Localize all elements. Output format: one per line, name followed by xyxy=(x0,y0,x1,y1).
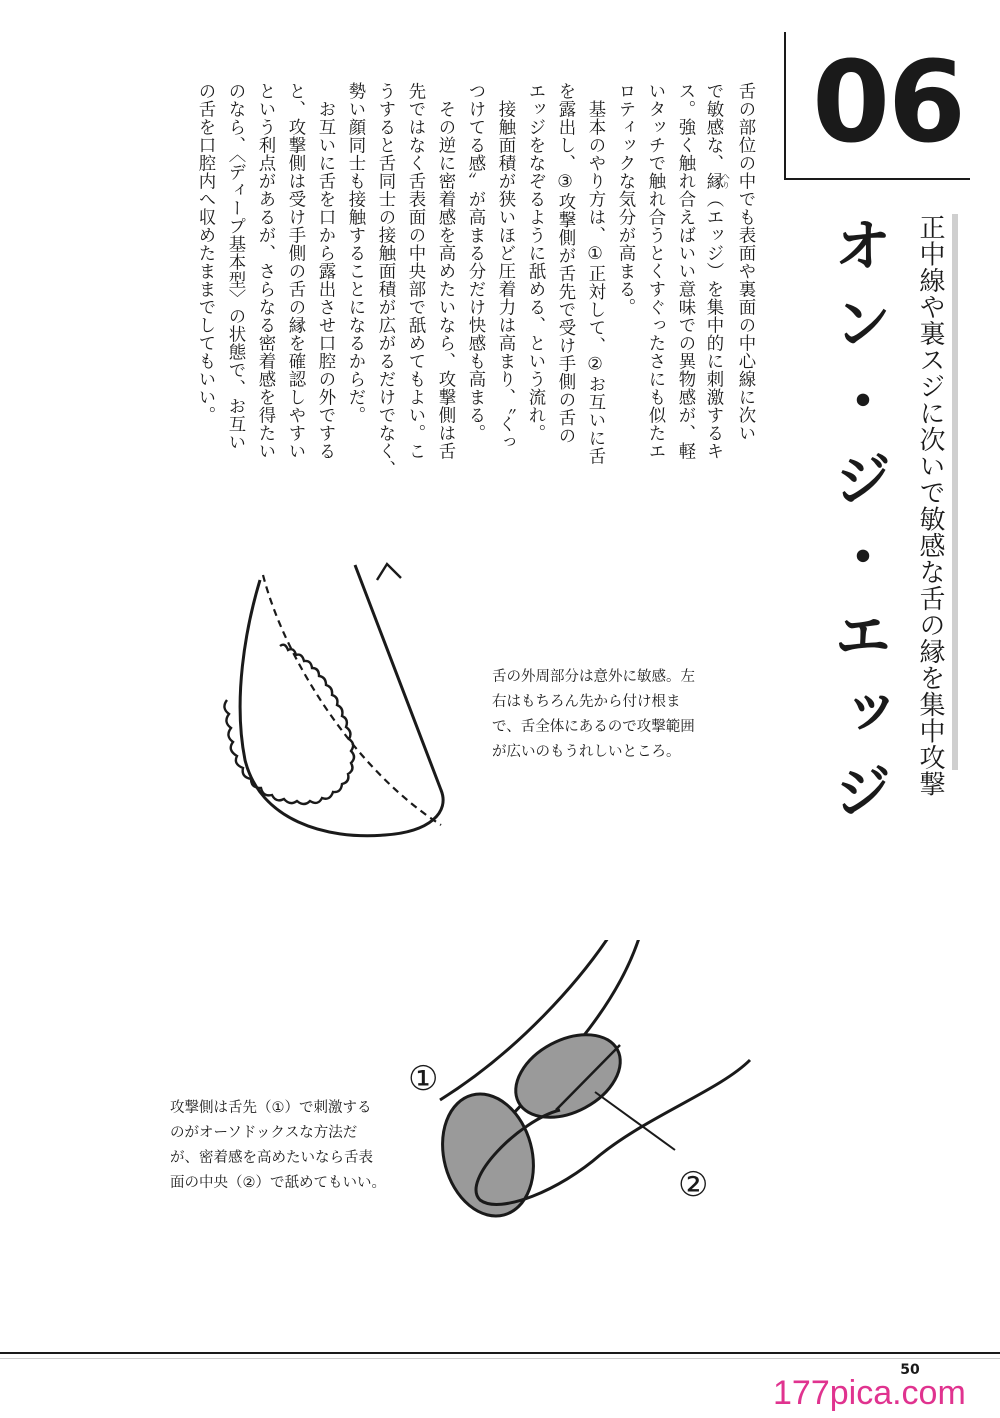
arrow-head xyxy=(377,564,401,580)
caption-kiss-positions xyxy=(170,1096,400,1196)
body-column: お互いに舌を口から露出させ口腔の外でする xyxy=(315,82,335,460)
body-column: を露出し、③攻撃側が舌先で受け手側の舌の xyxy=(555,82,575,445)
marker-2: ② xyxy=(678,1165,709,1205)
chapter-rule-vertical xyxy=(784,32,786,180)
caption-line: 攻撃側は舌先（①）で刺激する xyxy=(170,1100,372,1116)
caption-line: が広いのもうれしいところ。 xyxy=(492,744,681,760)
body-column: 舌の部位の中でも表面や裏面の中心線に次い xyxy=(735,82,755,442)
body-column: 基本のやり方は、①正対して、②お互いに舌 xyxy=(585,82,605,466)
body-column: 先ではなく舌表面の中央部で舐めてもよい。こ xyxy=(405,82,425,460)
caption-line: で、舌全体にあるので攻撃範囲 xyxy=(492,719,695,735)
body-column: いタッチで触れ合うとくすぐったさにも似たエ xyxy=(645,82,665,460)
body-column: つけてる感〟が高まる分だけ快感も高まる。 xyxy=(465,82,485,442)
center-line xyxy=(263,575,441,825)
subtitle-bar xyxy=(952,214,958,770)
page-subtitle: 正中線や裏スジに次いで敏感な舌の縁を集中攻撃 xyxy=(915,214,945,797)
body-column: の舌を口腔内へ収めたままでしてもいい。 xyxy=(195,82,215,424)
caption-line: が、密着感を高めたいなら舌表 xyxy=(170,1150,373,1166)
body-column: という利点があるが、さらなる密着感を得たい xyxy=(255,82,275,460)
marker-1: ① xyxy=(408,1059,439,1099)
caption-line: 右はもちろん先から付け根ま xyxy=(492,694,681,710)
body-text xyxy=(110,82,760,478)
page-number: 50 xyxy=(900,1362,920,1378)
caption-line: 面の中央（②）で舐めてもいい。 xyxy=(170,1175,386,1191)
body-column: うすると舌同士の接触面積が広がるだけでなく、 xyxy=(375,82,395,478)
kiss-positions-illustration xyxy=(400,940,770,1240)
body-column: のなら、〈ディープ基本型〉の状態で、お互い xyxy=(225,82,245,452)
ruby-reading: 縁へり xyxy=(703,172,731,190)
footer-rule-thin xyxy=(0,1358,1000,1359)
body-column: ス。強く触れ合えばいい意味での異物感が、軽 xyxy=(675,82,695,460)
chapter-rule-horizontal xyxy=(784,178,970,180)
caption-tongue-edge xyxy=(492,665,732,765)
body-column: ロティックな気分が高まる。 xyxy=(615,82,635,316)
body-column: 接触面積が狭いほど圧着力は高まり、〝くっ xyxy=(495,82,515,452)
body-column: その逆に密着感を高めたいなら、攻撃側は舌 xyxy=(435,82,455,460)
watermark: 177pica.com xyxy=(773,1374,966,1412)
footer-rule xyxy=(0,1352,1000,1354)
caption-line: のがオーソドックスな方法だ xyxy=(170,1125,358,1141)
page-title: オン・ジ・エッジ xyxy=(824,215,892,839)
body-column: で敏感な、縁へり（エッジ）を集中的に刺激するキ xyxy=(703,82,731,460)
body-column: と、攻撃側は受け手側の舌の縁を確認しやすい xyxy=(285,82,305,460)
body-column: 勢い顔同士も接触することになるからだ。 xyxy=(345,82,365,424)
leader-line xyxy=(595,1092,675,1150)
tongue-edge-illustration xyxy=(205,550,485,870)
body-column: エッジをなぞるように舐める、という流れ。 xyxy=(525,82,545,442)
chapter-number: 06 xyxy=(812,38,964,168)
edge-wave xyxy=(224,645,354,804)
caption-line: 舌の外周部分は意外に敏感。左 xyxy=(492,669,695,685)
